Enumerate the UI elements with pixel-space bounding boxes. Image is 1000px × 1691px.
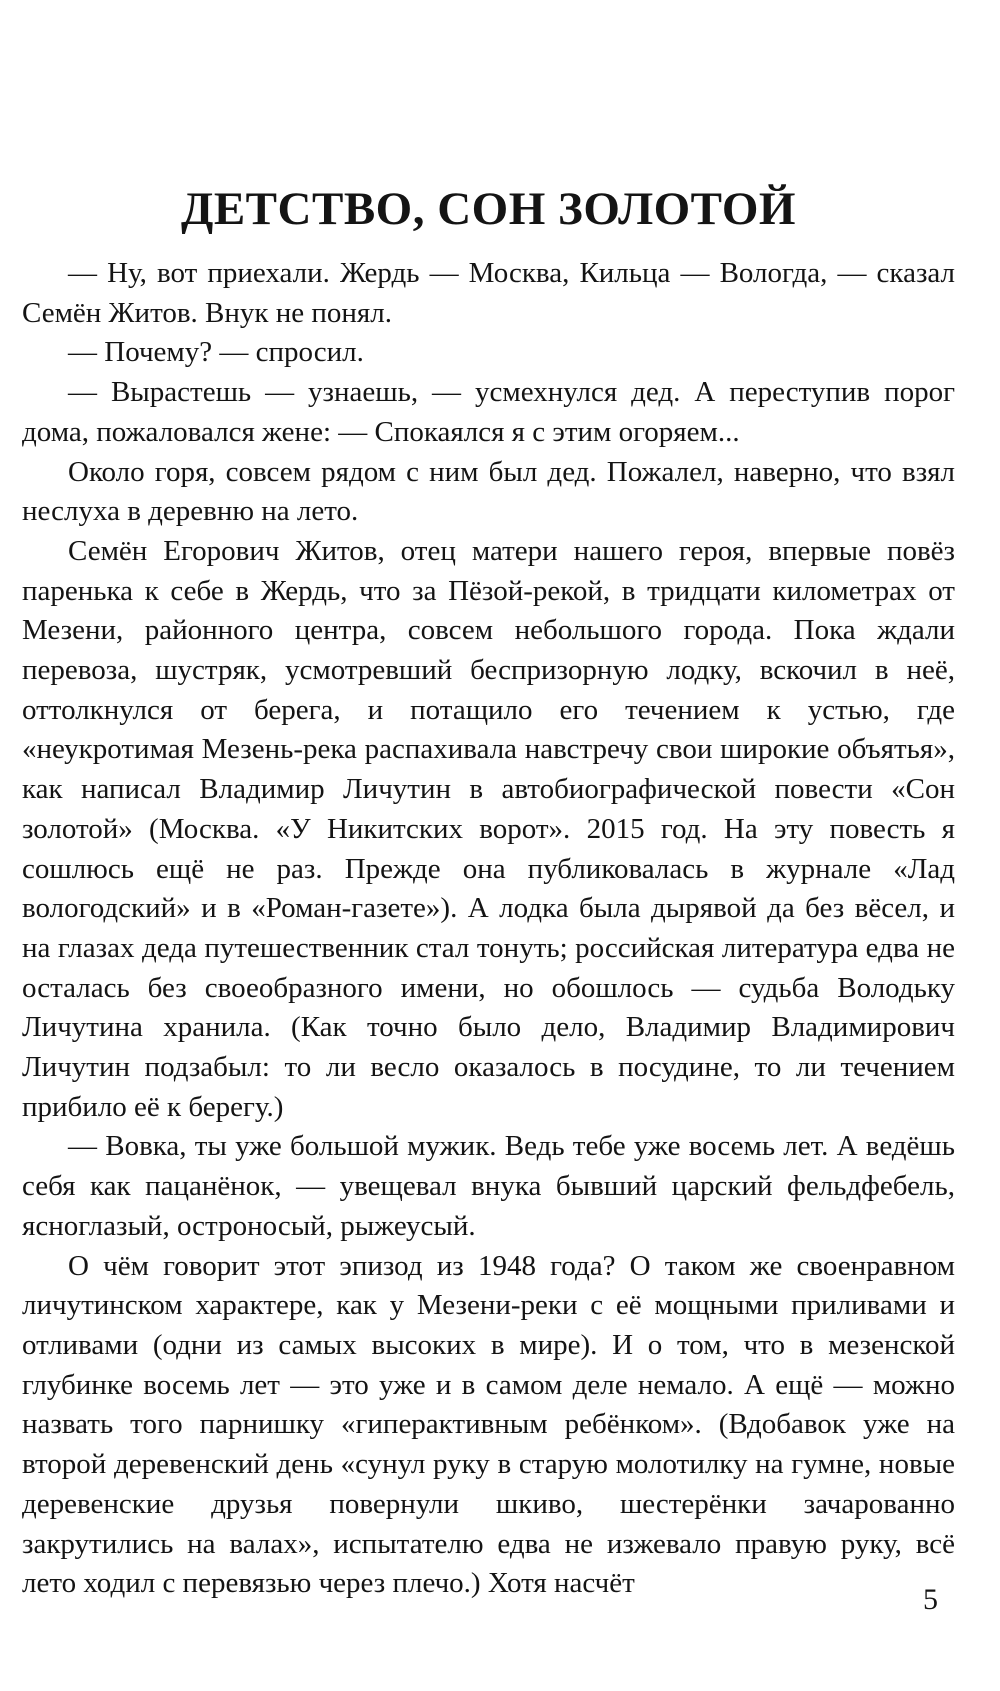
paragraph: — Ну, вот приехали. Жердь — Москва, Кильца — Вологда, — сказал Семён Житов. Внук не понял.: [22, 257, 955, 329]
text-block: [22, 182, 955, 1604]
page-number: 5: [923, 1583, 938, 1616]
paragraph: Семён Егорович Житов, отец матери нашего героя, впервые повёз паренька к себе в Жердь, что за Пёзой-рекой, в тридцати километрах от Мезени, районного центра, совсем небольшого города. Пока ждали перевоза, шустряк, усмотревший беспризорную лодку, вскочил в неё, оттолкнулся от берега, и потащило его течением к устью, где «неукротимая Мезень-река распахивала навстречу свои широкие объятья», как написал Владимир Личутин в автобиографической повести «Сон золотой» (Москва. «У Никитских ворот». 2015 год. На эту повесть я сошлюсь ещё не раз. Прежде она публиковалась в журнале «Лад вологодский» и в «Роман-газете»). А лодка была дырявой да без вёсел, и на глазах деда путешественник стал тонуть; российская литература едва не осталась без своеобразного имени, но обошлось — судьба Володьку Личутина хранила. (Как точно было дело, Владимир Владимирович Личутин подзабыл: то ли весло оказалось в посудине, то ли течением прибило её к берегу.): [22, 534, 955, 1123]
body-text: [22, 254, 955, 1604]
paragraph: — Почему? — спросил.: [68, 336, 364, 369]
paragraph: О чём говорит этот эпизод из 1948 года? О таком же своенравном личутинском характере, как у Мезени-реки с её мощными приливами и отливами (одни из самых высоких в мире). И о том, что в мезенской глубинке восемь лет — это уже и в самом деле немало. А ещё — можно назвать того парнишку «гиперактивным ребёнком». (Вдобавок уже на второй деревенский день «сунул руку в старую молотилку на гумне, новые деревенские друзья повернули шкиво, шестерёнки зачарованно закрутились на валах», испытателю едва не изжевало правую руку, всё лето ходил с перевязью через плечо.) Хотя насчёт: [22, 1249, 955, 1600]
paragraph: — Вовка, ты уже большой мужик. Ведь тебе уже восемь лет. А ведёшь себя как пацанёнок, — увещевал внука бывший царский фельдфебель, ясноглазый, остроносый, рыжеусый.: [22, 1130, 955, 1242]
chapter-title: ДЕТСТВО, СОН ЗОЛОТОЙ: [181, 183, 796, 235]
paragraph: Около горя, совсем рядом с ним был дед. Пожалел, наверно, что взял неслуха в деревню на лето.: [22, 455, 955, 528]
paragraph: — Вырастешь — узнаешь, — усмехнулся дед. А переступив порог дома, пожаловался жене: — Спокаялся я с этим огоряем...: [22, 376, 955, 448]
